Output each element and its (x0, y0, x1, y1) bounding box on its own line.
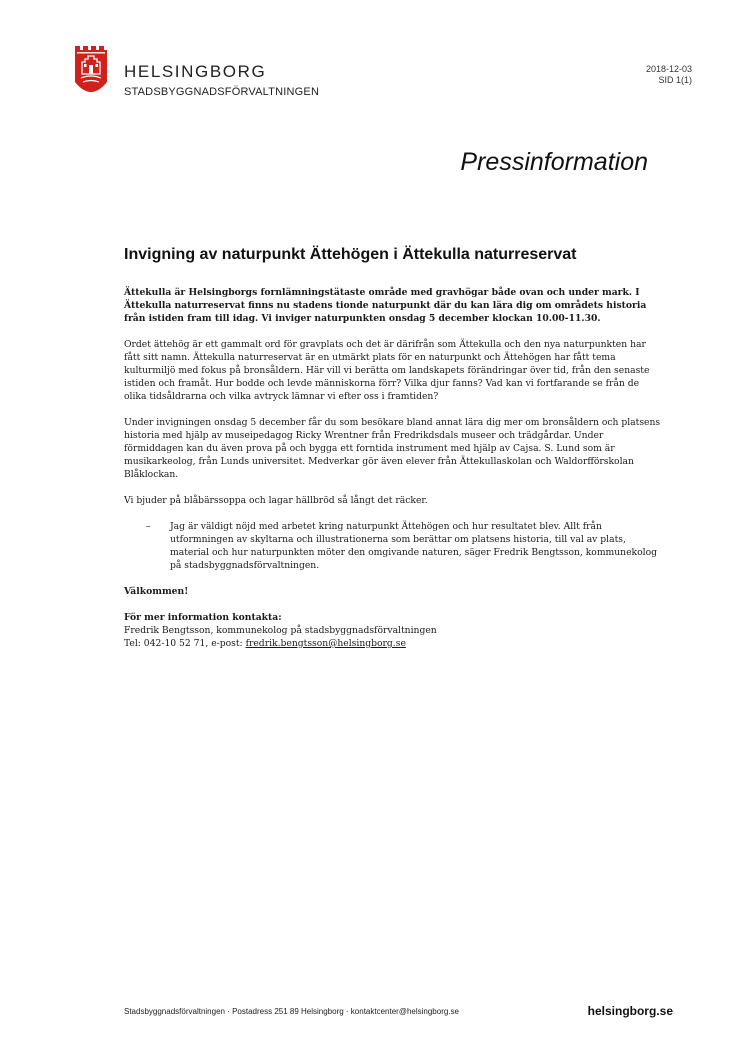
contact-phone: Tel: 042-10 52 71, e-post: (124, 638, 246, 649)
document-type-title: Pressinformation (460, 148, 648, 176)
document-meta (646, 64, 692, 86)
document-date: 2018-12-03 (645, 64, 692, 74)
org-name: HELSINGBORG (124, 62, 267, 81)
footer-website[interactable]: helsingborg.se (587, 1004, 673, 1018)
press-headline: Invigning av naturpunkt Ättehögen i Ättekulla naturreservat (124, 246, 577, 263)
contact-heading: För mer information kontakta: (124, 612, 282, 623)
quote-text: Jag är väldigt nöjd med arbetet kring naturpunkt Ättehögen och hur resultatet blev. Allt från utformningen av skyltarna och illustrationerna som berättar om platsens historia, till val av plats, material och hur naturpunkten möter den omgivande naturen, säger Fredrik Bengtsson, kommunekolog på stadsbyggnadsförvaltningen. (170, 521, 657, 571)
welcome-text: Välkommen! (124, 586, 189, 597)
contact-block (124, 611, 664, 650)
body-paragraph: Under invigningen onsdag 5 december får du som besökare bland annat lära dig mer om bronsåldern och platsens historia med hjälp av museipedagog Ricky Wrentner från Fredrikdsdals museer och trädgårdar. Under förmiddagen kan du även prova på och bygga ett forntida instrument med hjälp av Cajsa. S. Lund som är musikarkeolog, från Lunds universitet. Medverkar gör även elever från Ättekullaskolan och Waldorfförskolan Blåklockan. (124, 417, 661, 480)
helsingborg-crest-logo (73, 44, 109, 98)
press-body (124, 286, 664, 650)
org-department: STADSBYGGNADSFÖRVALTNINGEN (124, 86, 320, 98)
lead-paragraph: Ättekulla är Helsingborgs fornlämningstätaste område med gravhögar både ovan och under mark. I Ättekulla naturreservat finns nu stadens tionde naturpunkt där du kan lära dig om områdets historia från istiden fram till idag. Vi inviger naturpunkten onsdag 5 december klockan 10.00-11.30. (124, 287, 647, 324)
body-paragraph: Ordet ättehög är ett gammalt ord för gravplats och det är därifrån som Ättekulla och den nya naturpunkten har fått sitt namn. Ättekulla naturreservat är en utmärkt plats för en naturpunkt och Ättehögen har fått tema kulturmiljö med fokus på bronsåldern. Här vill vi berätta om landskapets förändringar över tid, från den senaste istiden och framåt. Hur bodde och levde människorna förr? Vilka djur fanns? Vad kan vi fortfarande se från de olika tidsåldrarna och vilka avtryck lämnar vi efter oss i framtiden? (124, 339, 650, 402)
contact-name: Fredrik Bengtsson, kommunekolog på stadsbyggnadsförvaltningen (124, 625, 437, 636)
contact-phone-line (124, 637, 664, 650)
body-paragraph: Vi bjuder på blåbärssoppa och lagar hällbröd så långt det räcker. (124, 495, 428, 506)
footer-address: Stadsbyggnadsförvaltningen · Postadress 251 89 Helsingborg · kontaktcenter@helsingborg.se (124, 1007, 459, 1016)
quote-block (124, 520, 664, 572)
page-number: SID 1(1) (658, 75, 692, 85)
quote-dash: – (146, 521, 151, 532)
contact-email-link[interactable]: fredrik.bengtsson@helsingborg.se (245, 638, 406, 649)
